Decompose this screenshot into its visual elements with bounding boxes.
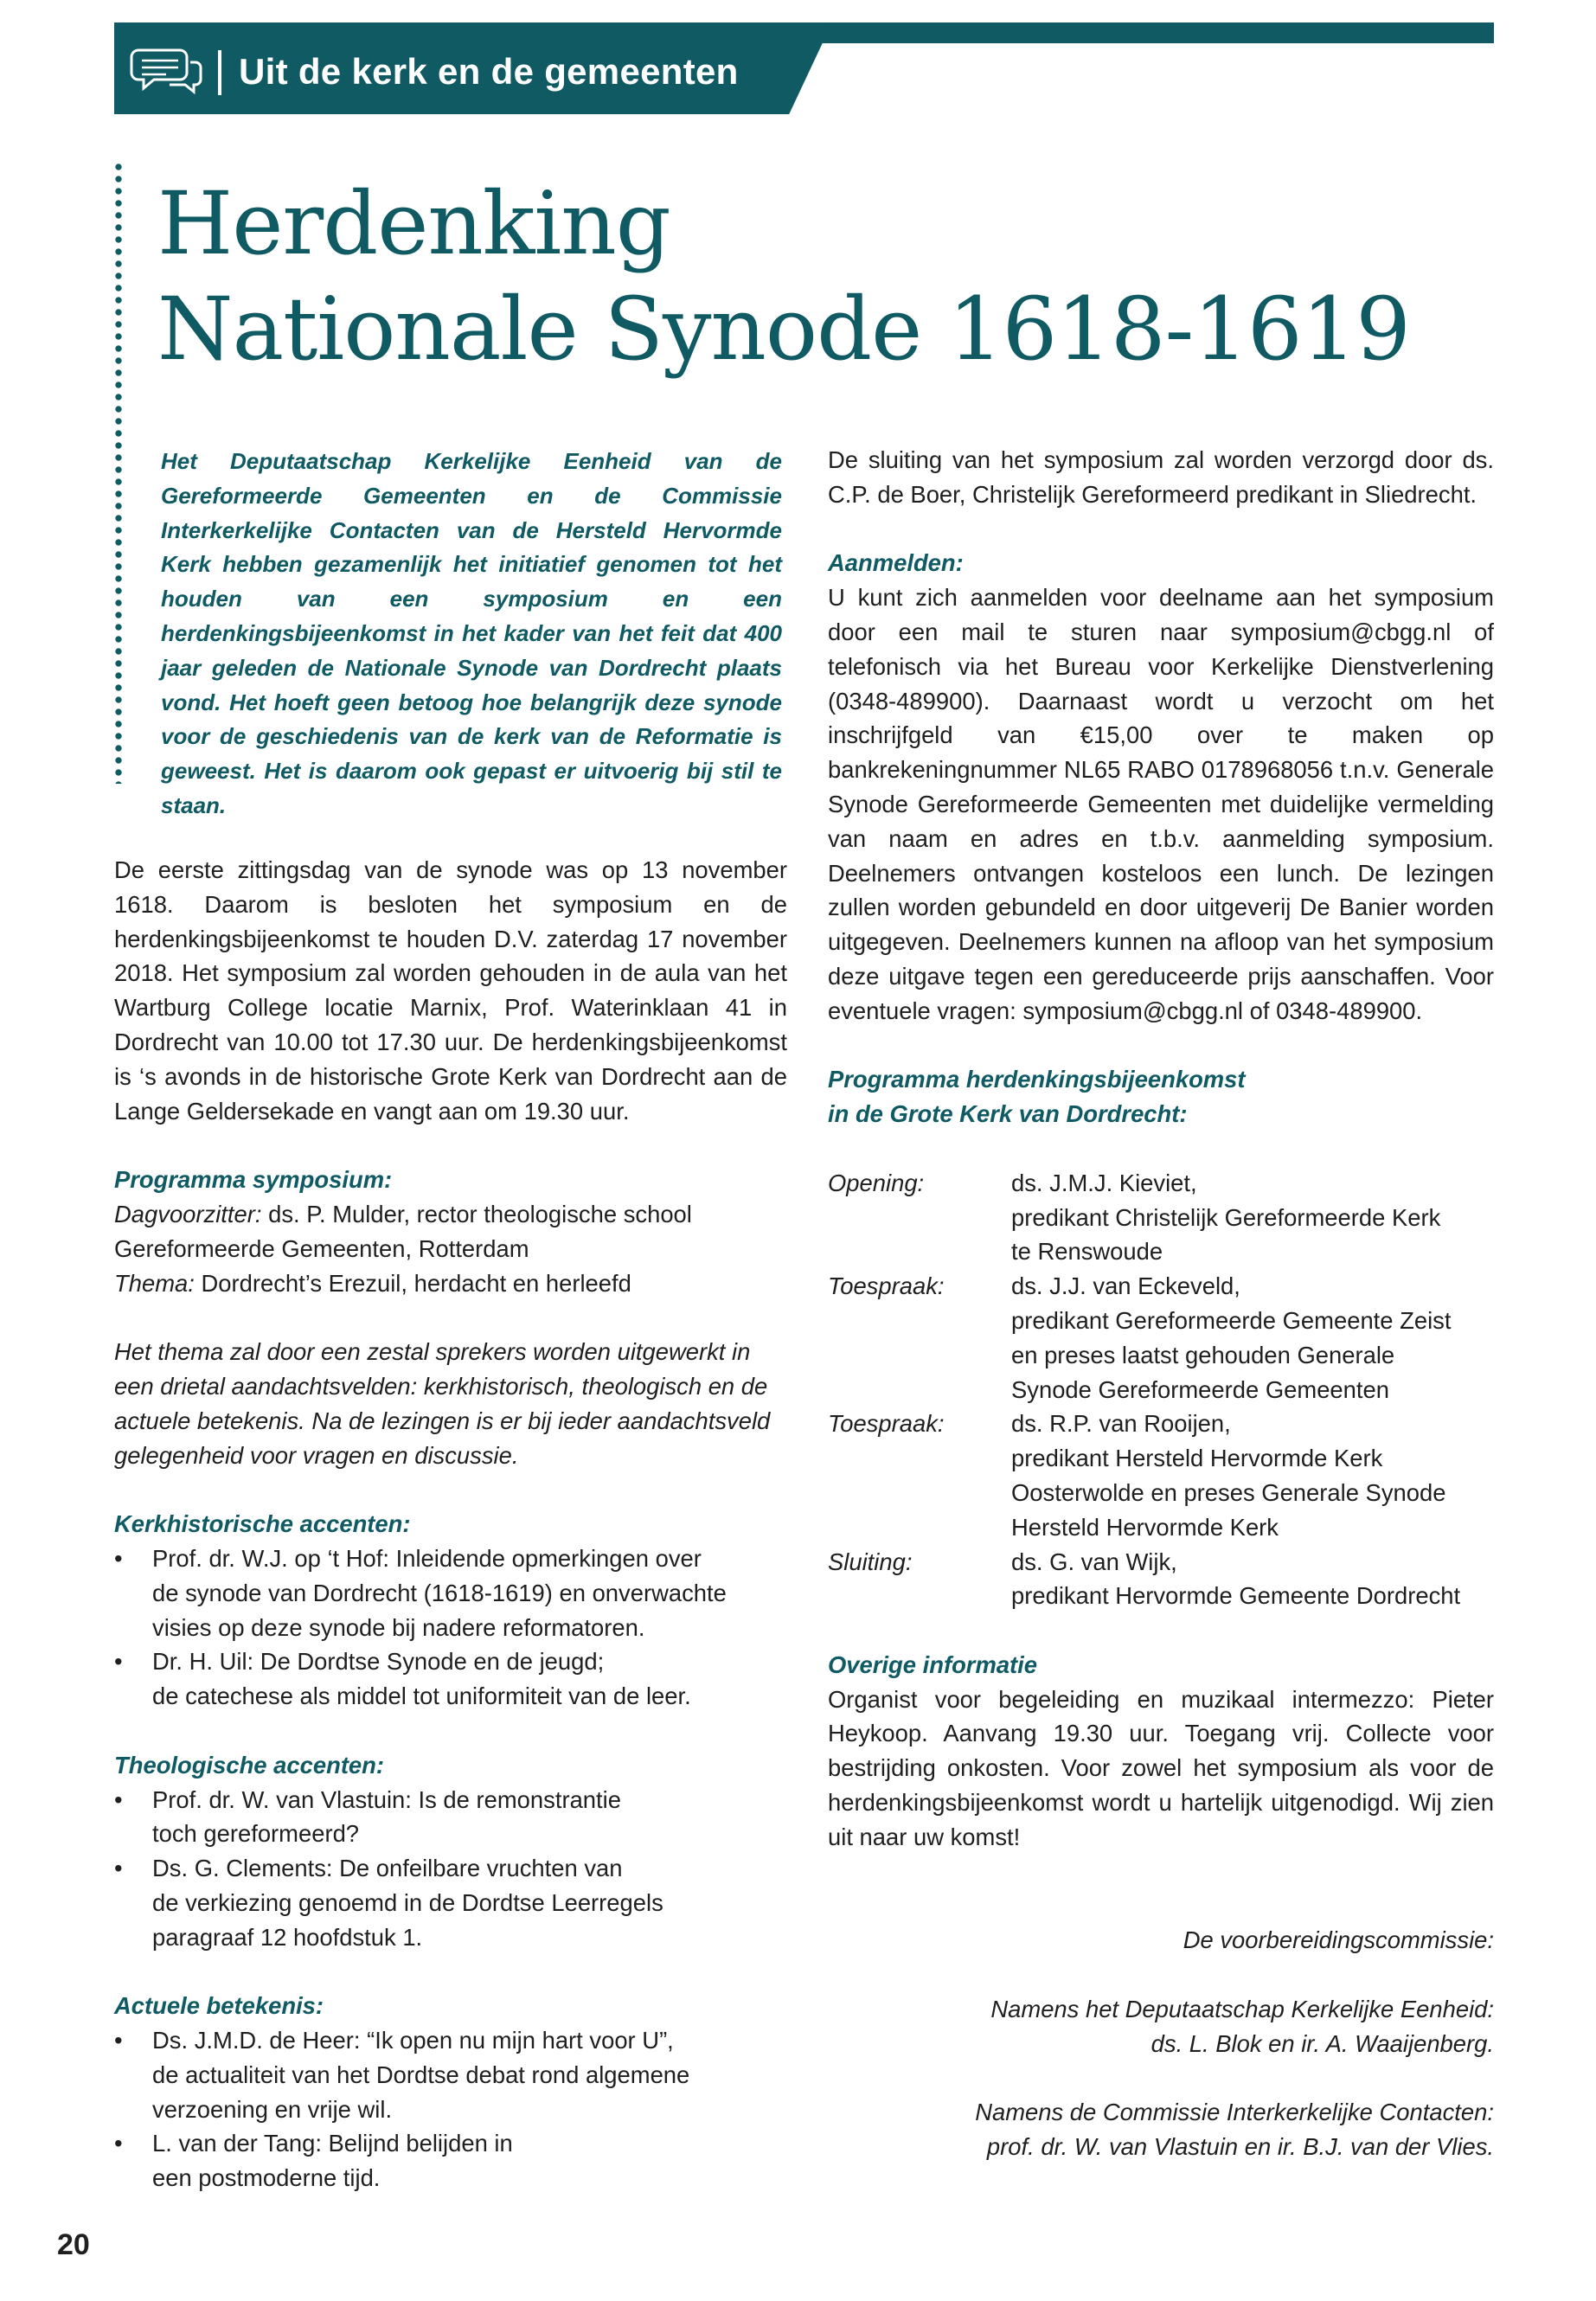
dagvoorzitter-line <box>114 1197 787 1266</box>
programme-detail: ds. J.M.J. Kieviet, predikant Christelijk Gereformeerde Kerk te Renswoude <box>1011 1169 1441 1266</box>
overige-paragraph: Organist voor begeleiding en muzikaal intermezzo: Pieter Heykoop. Aanvang 19.30 uur. Toegang vrij. Collecte voor bestrijding onkosten. Voor zowel het symposium als voor de herdenkingsbijeenkomst wordt u hartelijk uitgenodigd. Wij zien uit naar uw komst! <box>828 1685 1494 1850</box>
programma-symposium-heading: Programma symposium: <box>114 1166 393 1194</box>
article-title <box>157 171 1507 382</box>
programme-detail: ds. G. van Wijk, predikant Hervormde Gemeente Dordrecht <box>1011 1548 1461 1610</box>
programma-herdenking-heading: Programma herdenkingsbijeenkomst in de Grote Kerk van Dordrecht: <box>828 1066 1246 1128</box>
overige-heading: Overige informatie <box>828 1650 1038 1678</box>
list-item: • Ds. G. Clements: De onfeilbare vruchten van de verkiezing genoemd in de Dordtse Leerregels paragraaf 12 hoofdstuk 1. <box>114 1851 787 1954</box>
programme-detail: ds. R.P. van Rooijen, predikant Hersteld Hervormde Kerk Oosterwolde en preses Generale Synode Hersteld Hervormde Kerk <box>1011 1410 1446 1541</box>
article-title-line-2: Nationale Synode 1618-1619 <box>157 279 1410 380</box>
header-separator <box>218 50 221 95</box>
article-title-line-1: Herdenking <box>157 173 670 274</box>
programme-row <box>828 1166 1494 1269</box>
left-column <box>114 853 787 2195</box>
programme-role: Opening: <box>828 1169 925 1196</box>
dotted-rule <box>114 161 123 784</box>
programme-row <box>828 1407 1494 1544</box>
right-column <box>828 443 1494 2164</box>
list-item: • L. van der Tang: Belijnd belijden in een postmoderne tijd. <box>114 2126 787 2195</box>
theologische-list <box>114 1783 787 1955</box>
intro-paragraph: Het Deputaatschap Kerkelijke Eenheid van de Gereformeerde Gemeenten en de Commissie Interkerkelijke Contacten van de Hersteld Hervormde Kerk hebben gezamenlijk het initiatief genomen tot het houden van een symposium en een herdenkingsbijeenkomst in het kader van het feit dat 400 jaar geleden de Nationale Synode van Dordrecht plaats vond. Het hoeft geen betoog hoe belangrijk deze synode voor de geschiedenis van de kerk van de Reformatie is geweest. Het is daarom ook gepast er uitvoerig bij stil te staan. <box>161 448 782 818</box>
signature-commissie: De voorbereidingscommissie: <box>1183 1926 1494 1954</box>
actuele-list <box>114 2023 787 2195</box>
aanmelden-paragraph: U kunt zich aanmelden voor deelname aan het symposium door een mail te sturen naar symposium@cbgg.nl of telefonisch via het Bureau voor Kerkelijke Dienstverlening (0348-489900). Daarnaast wordt u verzocht om het inschrijfgeld van €15,00 over te maken op bankrekeningnummer NL65 RABO 0178968056 t.n.v. Generale Synode Gereformeerde Gemeenten met duidelijke vermelding van naam en adres en t.b.v. aanmelding symposium. Deelnemers ontvangen kosteloos een lunch. De lezingen zullen worden gebundeld en door uitgeverij De Banier worden uitgegeven. Deelnemers kunnen na afloop van het symposium deze uitgave tegen een gereduceerde prijs aanschaffen. Voor eventuele vragen: symposium@cbgg.nl of 0348-489900. <box>828 584 1494 1024</box>
thema-line <box>114 1266 787 1301</box>
closing-paragraph: De sluiting van het symposium zal worden verzorgd door ds. C.P. de Boer, Christelijk Gereformeerd predikant in Sliedrecht. <box>828 446 1494 508</box>
programme-role: Toespraak: <box>828 1410 945 1438</box>
aanmelden-heading: Aanmelden: <box>828 549 964 577</box>
list-item: • Ds. J.M.D. de Heer: “Ik open nu mijn hart voor U”, de actualiteit van het Dordtse debat rond algemene verzoening en vrije wil. <box>114 2023 787 2126</box>
speech-bubbles-icon <box>130 42 204 102</box>
programme-role: Sluiting: <box>828 1548 913 1575</box>
thema-text: Dordrecht’s Erezuil, herdacht en herleefd <box>201 1269 631 1297</box>
list-item: • Prof. dr. W. van Vlastuin: Is de remonstrantie toch gereformeerd? <box>114 1783 787 1852</box>
thema-label: Thema: <box>114 1269 195 1297</box>
actuele-heading: Actuele betekenis: <box>114 1992 324 2020</box>
body-paragraph: De eerste zittingsdag van de synode was op 13 november 1618. Daarom is besloten het symposium en de herdenkingsbijeenkomst te houden D.V. zaterdag 17 november 2018. Het symposium zal worden gehouden in de aula van het Wartburg College locatie Marnix, Prof. Waterinklaan 41 in Dordrecht van 10.00 tot 17.30 uur. De herdenkingsbijeenkomst is ‘s avonds in de historische Grote Kerk van Dordrecht aan de Lange Geldersekade en vangt aan om 19.30 uur. <box>114 856 787 1125</box>
page-number: 20 <box>57 2228 90 2261</box>
section-title: Uit de kerk en de gemeenten <box>239 51 739 92</box>
signature-deputaatschap: Namens het Deputaatschap Kerkelijke Eenheid: ds. L. Blok en ir. A. Waaijenberg. <box>990 1995 1494 2057</box>
programme-table <box>828 1166 1494 1613</box>
dagvoorzitter-label: Dagvoorzitter: <box>114 1200 262 1227</box>
signature-commissie-ic: Namens de Commissie Interkerkelijke Contacten: prof. dr. W. van Vlastuin en ir. B.J. van der Vlies. <box>975 2099 1494 2161</box>
programme-detail: ds. J.J. van Eckeveld, predikant Gereformeerde Gemeente Zeist en preses laatst gehouden Generale Synode Gereformeerde Gemeenten <box>1011 1272 1452 1403</box>
kerkhistorische-list <box>114 1541 787 1714</box>
kerkhistorische-heading: Kerkhistorische accenten: <box>114 1510 411 1538</box>
programme-role: Toespraak: <box>828 1272 945 1300</box>
theologische-heading: Theologische accenten: <box>114 1751 385 1779</box>
thema-note: Het thema zal door een zestal sprekers worden uitgewerkt in een drietal aandachtsvelden: kerkhistorisch, theologisch en de actuele betekenis. Na de lezingen is er bij ieder aandachtsveld gelegenheid voor vragen en discussie. <box>114 1338 771 1469</box>
dagvoorzitter-text: ds. P. Mulder, rector theologische school Gereformeerde Gemeenten, Rotterdam <box>114 1200 692 1262</box>
programme-row <box>828 1545 1494 1614</box>
list-item: • Dr. H. Uil: De Dordtse Synode en de jeugd; de catechese als middel tot uniformiteit van de leer. <box>114 1644 787 1714</box>
list-item: • Prof. dr. W.J. op ‘t Hof: Inleidende opmerkingen over de synode van Dordrecht (1618-1619) en onverwachte visies op deze synode bij nadere reformatoren. <box>114 1541 787 1644</box>
programme-row <box>828 1269 1494 1407</box>
